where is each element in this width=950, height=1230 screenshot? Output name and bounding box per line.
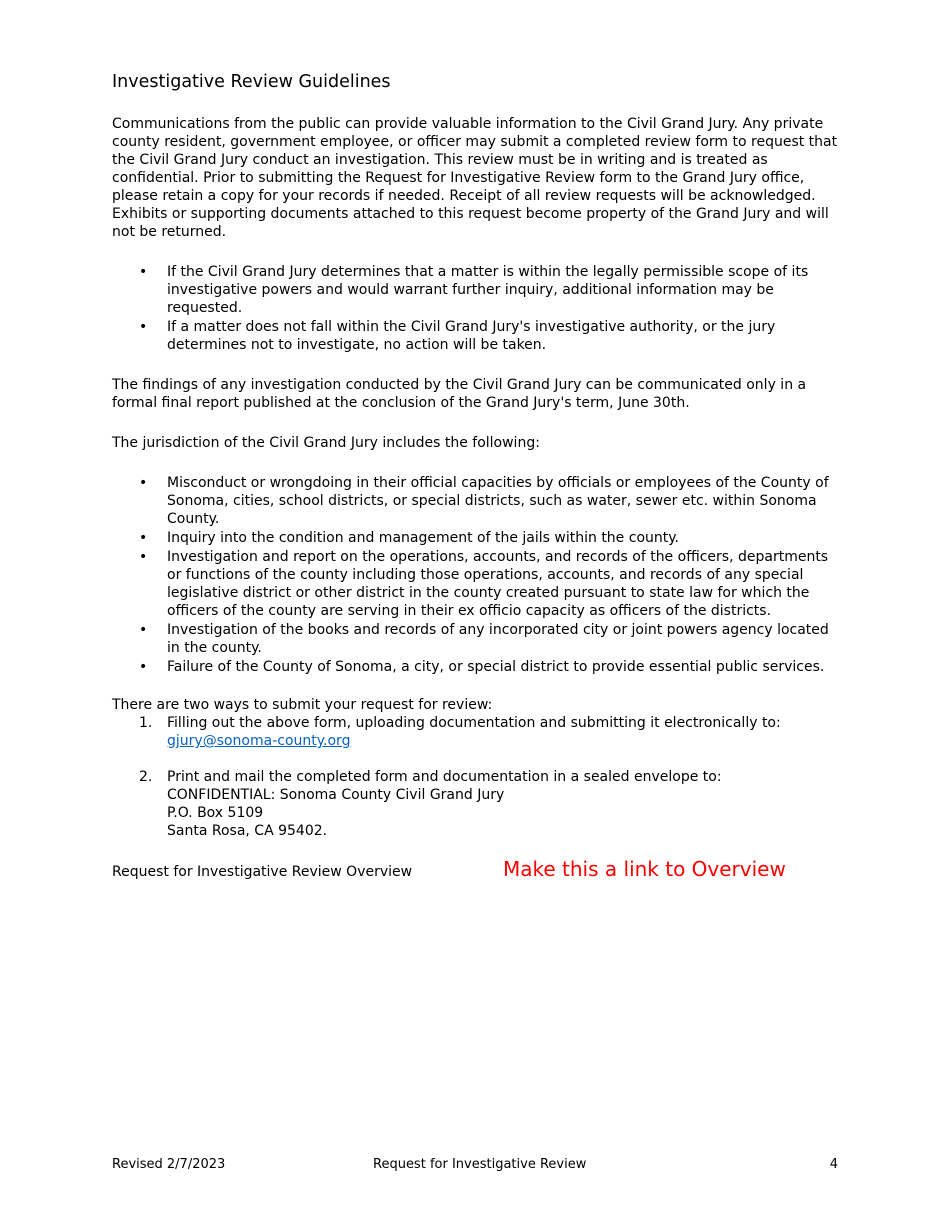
submit-way-electronic <box>139 714 838 750</box>
list-item: • Misconduct or wrongdoing in their official capacities by officials or employees of the County of Sonoma, cities, school districts, or special districts, such as water, sewer etc. within Sonoma County. <box>167 474 838 528</box>
list-item: • If a matter does not fall within the Civil Grand Jury's investigative authority, or the jury determines not to investigate, no action will be taken. <box>167 318 838 354</box>
list-item: • Investigation and report on the operations, accounts, and records of the officers, departments or functions of the county including those operations, accounts, and records of any special legislative district or other district in the county created pursuant to state law for which the officers of the county are serving in their ex officio capacity as officers of the districts. <box>167 548 838 620</box>
page-title: Investigative Review Guidelines <box>112 72 391 92</box>
mailing-address-line: P.O. Box 5109 <box>167 805 264 821</box>
submit-intro: There are two ways to submit your request for review: <box>112 697 493 713</box>
list-item: • Inquiry into the condition and management of the jails within the county. <box>167 529 838 547</box>
submit-way-mail <box>139 768 838 840</box>
page-footer <box>112 1156 838 1174</box>
submit-way-text: Print and mail the completed form and documentation in a sealed envelope to: <box>167 769 722 785</box>
jurisdiction-bullet-list <box>112 474 838 676</box>
overview-row <box>112 856 838 886</box>
intro-paragraph: Communications from the public can provide valuable information to the Civil Grand Jury. Any private county resident, government employee, or officer may submit a completed review form to request that the Civil Grand Jury conduct an investigation. This review must be in writing and is treated as confidential. Prior to submitting the Request for Investigative Review form to the Grand Jury office, please retain a copy for your records if needed. Receipt of all review requests will be acknowledged. Exhibits or supporting documents attached to this request become property of the Grand Jury and will not be returned. <box>112 116 838 240</box>
list-item: • Failure of the County of Sonoma, a city, or special district to provide essential public services. <box>167 658 838 676</box>
footer-document-title: Request for Investigative Review <box>373 1157 587 1172</box>
jurisdiction-intro: The jurisdiction of the Civil Grand Jury includes the following: <box>112 435 540 451</box>
overview-label: Request for Investigative Review Overview <box>112 864 413 880</box>
email-link[interactable]: gjury@sonoma-county.org <box>167 733 351 749</box>
mailing-address-line: Santa Rosa, CA 95402. <box>167 823 328 839</box>
scope-bullet-list <box>112 263 838 354</box>
list-number: 1. <box>139 715 153 731</box>
list-item: • Investigation of the books and records of any incorporated city or joint powers agency located in the county. <box>167 621 838 657</box>
list-item: • If the Civil Grand Jury determines that a matter is within the legally permissible scope of its investigative powers and would warrant further inquiry, additional information may be requested. <box>167 263 838 317</box>
submit-ways-list <box>112 714 838 840</box>
revised-date: Revised 2/7/2023 <box>112 1157 226 1172</box>
findings-paragraph: The findings of any investigation conducted by the Civil Grand Jury can be communicated only in a formal final report published at the conclusion of the Grand Jury's term, June 30th. <box>112 377 807 411</box>
submit-way-text: Filling out the above form, uploading documentation and submitting it electronically to: <box>167 715 781 731</box>
mailing-address-line: CONFIDENTIAL: Sonoma County Civil Grand Jury <box>167 787 505 803</box>
main-content <box>112 70 838 858</box>
list-number: 2. <box>139 769 153 785</box>
page-number: 4 <box>829 1157 838 1172</box>
overview-link-note: Make this a link to Overview <box>503 857 786 881</box>
